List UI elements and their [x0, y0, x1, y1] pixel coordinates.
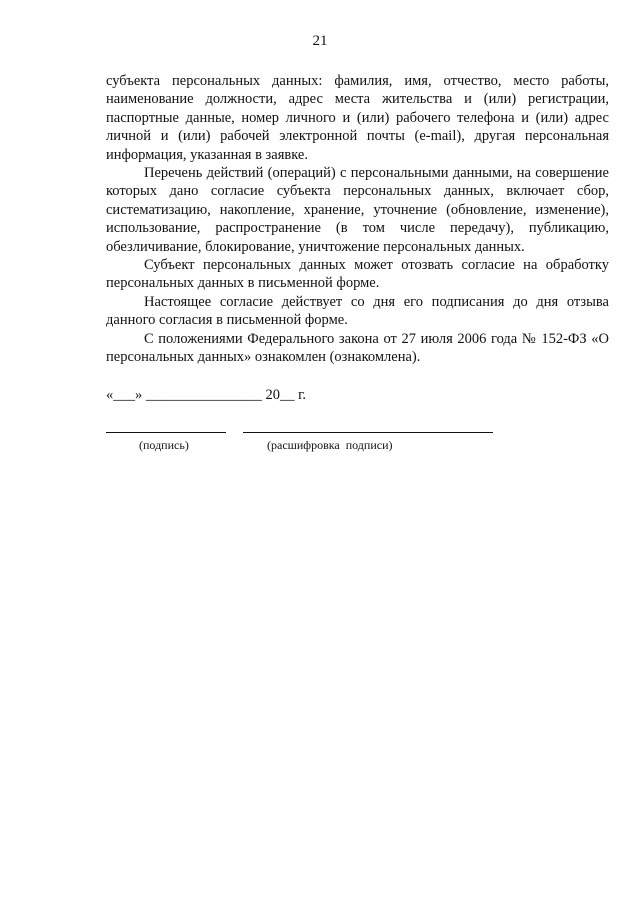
- document-body: [106, 72, 609, 367]
- paragraph-personal-data-list: субъекта персональных данных: фамилия, имя, отчество, место работы, наименование должности, адрес места жительства и (или) регистрации, паспортные данные, номер личного и (или) рабочего телефона и (или) адрес личной и (или) рабочей электронной почты (e-mail), другая персональная информация, указанная в заявке.: [106, 73, 609, 163]
- paragraph-consent-revocation: Субъект персональных данных может отозвать согласие на обработку персональных данных в письменной форме.: [106, 257, 609, 292]
- signature-transcript-caption: (расшифровка подписи): [267, 438, 393, 452]
- signature-transcript-line: [243, 432, 493, 433]
- signature-line: [106, 432, 226, 433]
- paragraph-law-acknowledgement: С положениями Федерального закона от 27 июля 2006 года № 152-ФЗ «О персональных данных» ознакомлен (ознакомлена).: [106, 330, 609, 366]
- date-line: «___» ________________ 20__ г.: [106, 387, 307, 403]
- signature-caption: (подпись): [139, 438, 189, 452]
- page-number: 21: [312, 33, 328, 49]
- paragraph-consent-validity: Настоящее согласие действует со дня его подписания до дня отзыва данного согласия в письменной форме.: [106, 293, 609, 329]
- paragraph-actions-list: Перечень действий (операций) с персональными данными, на совершение которых дано согласие субъекта персональных данных, включает сбор, систематизацию, накопление, хранение, уточнение (обновление, изменение), использование, распространение (в том числе передачу), публикацию, обезличивание, блокирование, уничтожение персональных данных.: [106, 165, 609, 255]
